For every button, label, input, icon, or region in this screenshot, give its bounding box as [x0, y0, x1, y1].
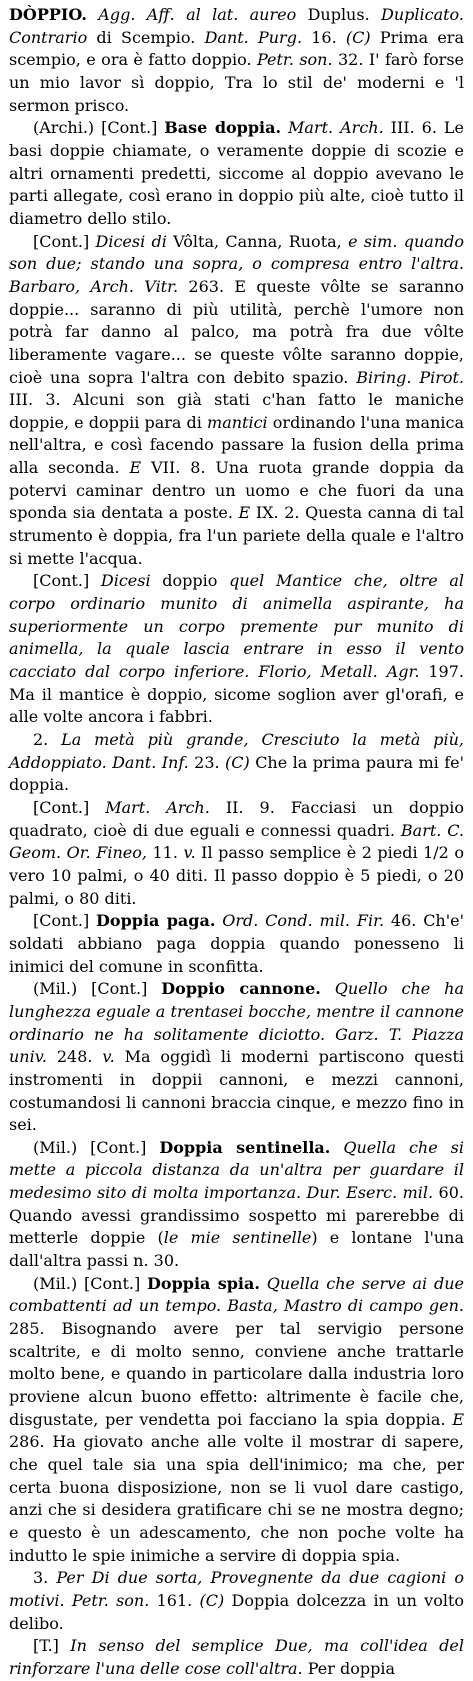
sense-doppia-sentinella [9, 1137, 464, 1273]
sense-label: (Archi.) [Cont.] [33, 118, 165, 138]
sense-label: (Mil.) [Cont.] [33, 1273, 148, 1293]
text: doppio [150, 571, 230, 591]
text: 285. Bisognando avere per tal servigio persone scaltrite, e di molto senno, conviene anche trattarle molto bene, e quando in particolare dalla industria loro proviene alcun buono effetto: altrimente è facile che, disgustate, per vendetta poi facciano la spia doppia. [9, 1319, 464, 1429]
sense-label: [Cont.] [33, 571, 101, 591]
citation: E [238, 503, 251, 523]
source-mark: (C) [345, 27, 371, 47]
citation: Mart. Arch. [105, 797, 210, 817]
text: 32. I' farò forse un mio lavor sì doppio, Tra lo stil de' moderni e 'l sermon prisco. [9, 50, 464, 115]
definition: Dicesi di [95, 231, 167, 251]
citation: E [452, 1409, 464, 1429]
text: ordinando l'una manica nell'altra, e così facendo passare la fusion della prima alla seconda. [9, 412, 464, 478]
text: VII. 8. Una ruota grande doppia da potervi caminar dentro un uomo e che fuori da una sponda sia dentata a poste. [9, 458, 464, 523]
definition: Dicesi [100, 571, 151, 591]
definition: Per Di due sorta, Provegnente da due cagioni o motivi. Petr. son. [9, 1568, 464, 1610]
sense-base-doppia [9, 117, 464, 230]
sense-term: Doppia spia. [147, 1273, 260, 1293]
citation: Dant. Purg. [204, 27, 303, 47]
sense-label: [Cont.] [33, 231, 96, 251]
definition: Quello che ha lunghezza eguale a trentasei bocche, mentre il cannone ordinario ne ha solitamente diciotto. Garz. T. Piazza univ. [9, 979, 465, 1067]
text: Vôlta, Canna, Ruota, [166, 231, 349, 251]
emphasis: mantici [207, 412, 268, 432]
definition: quel Mantice che, oltre al corpo ordinario munito di animella aspirante, ha superiormente un corpo premente pur munito di animella, la quale lascia entrare in esso il vento cacciato dal corpo inferiore. Florio, Metall. Agr. [9, 571, 465, 682]
text: 248. [46, 1047, 103, 1067]
text: III. 6. Le basi doppie chiamate, o veramente doppie di scozie e altri ornamenti predetti, siccome al doppio avevano le parti allegate, così erano in doppio più alte, cioè tutto il diametro dello stilo. [9, 118, 464, 228]
text: Ma oggidì li moderni partiscono questi instromenti in doppii cannoni, e mezzi cannoni, costumandosi li cannoni braccia cinque, e mezzo fino in sei. [9, 1047, 465, 1135]
text: 46. Ch'e' soldati abbiano paga doppia quando ponesseno li inimici del comune in sconfitta. [9, 911, 464, 976]
citation: Petr. son. [256, 50, 333, 70]
sense-t-due [9, 1635, 464, 1680]
sense-3 [9, 1567, 464, 1635]
text: 286. Ha giovato anche alle volte il mostrar di sapere, che quel tale sia una spia dell'inimico; ma che, per certa buona disposizione, non se li vuol dare castigo, anzi che si desidera gratificare chi se ne mostra degno; e questo è un adescamento, che non poche volte ha indutto le spie inimiche a servire di doppia spia. [9, 1432, 464, 1565]
citation: Mart. Arch. [281, 118, 384, 138]
citation: v. [102, 1047, 115, 1067]
sense-number: 3. [33, 1568, 57, 1588]
sense-term: Doppia paga. [96, 911, 216, 931]
definition: Quella che si mette a piccola distanza da un'altra per guardare il medesimo sito di molta importanza. Dur. Eserc. mil. [9, 1137, 465, 1203]
source-mark: (C) [199, 1590, 225, 1610]
definition: Quella che serve ai due combattenti ad un tempo. Basta, Mastro di campo gen. [9, 1273, 464, 1316]
sense-doppia-paga [9, 910, 464, 978]
citation: v. [183, 843, 196, 863]
sense-label: [Cont.] [33, 797, 106, 817]
text: Che la prima paura mi fe' doppia. [9, 752, 464, 795]
text: 197. Ma il mantice è doppio, sicome soglion aver gl'orafi, e alle volte ancora i fabbri. [9, 662, 464, 727]
sense-doppia-spia [9, 1273, 464, 1568]
sense-number: 2. [33, 730, 62, 749]
definition: e sim. quando son due; stando una sopra, o compresa entro l'altra. Barbaro, Arch. Vitr. [9, 231, 464, 296]
text: II. 9. Facciasi un doppio quadrato, cioè di due eguali e connessi quadri. [9, 797, 464, 840]
citation: E [129, 458, 142, 478]
definition: Duplicato. Contrario [9, 5, 464, 47]
sense-volta-canna [9, 231, 464, 571]
text: 263. E queste vôlte se saranno doppie... saranno di più utilità, perchè l'umore non potrà far danno al palco, ma potrà fra due vôlte liberamente vagare... se queste vôlte saranno doppie, cioè una sopra l'altra con debito spazio. [9, 276, 464, 387]
sense-term: Doppia sentinella. [159, 1137, 331, 1157]
sense-doppio-quadrato [9, 797, 464, 910]
sense-mantice [9, 570, 464, 729]
sense-doppio-cannone [9, 978, 464, 1137]
text: III. 3. Alcuni son già stati c'han fatto le maniche doppie, e doppii para di [9, 390, 464, 432]
text: 161. [149, 1590, 200, 1610]
sense-label: (Mil.) [Cont.] [33, 1137, 160, 1157]
citation: Biring. Pirot. [356, 367, 465, 387]
text: di Scempio. [87, 27, 205, 47]
text: Per doppia [302, 1658, 395, 1678]
text: ) e lontane l'una dall'altra passi n. 30. [9, 1228, 465, 1271]
citation: Ord. Cond. mil. Fir. [215, 911, 385, 931]
definition: Agg. Aff. al lat. aureo [98, 5, 297, 24]
source-mark: (C) [225, 752, 250, 772]
text: IX. 2. Questa canna di tal strumento è doppia, fra l'un pariete della quale e l'altro si mette l'acqua. [9, 503, 464, 568]
sense-label: [Cont.] [33, 911, 97, 931]
sense-label: [T.] [33, 1636, 71, 1656]
sense-term: Base doppia. [164, 118, 282, 138]
definition: La metà più grande, Cresciuto la metà più, Addoppiato. Dant. Inf. [9, 730, 464, 772]
text: Duplus. [296, 5, 382, 24]
text: Il passo semplice è 2 piedi 1/2 o vero 10 palmi, o 40 diti. Il passo doppio è 5 piedi, o 20 palmi, o 80 diti. [9, 843, 464, 908]
sense-term: Doppio cannone. [161, 979, 321, 999]
headword: DÒPPIO. [9, 5, 87, 24]
sense-2 [9, 729, 464, 797]
text: 16. [302, 27, 346, 47]
text: 60. Quando avessi grandissimo sospetto mi parerebbe di metterle doppie ( [9, 1183, 464, 1248]
citation: Bart. C. Geom. Or. Fineo, [9, 820, 464, 863]
text: 23. [188, 752, 226, 772]
text: Doppia dolcezza in un volto delibo. [9, 1590, 465, 1633]
text: 11. [146, 843, 184, 863]
entry-headword-paragraph [9, 4, 464, 117]
emphasis: le mie sentinelle [163, 1228, 312, 1248]
definition: In senso del semplice Due, ma coll'idea del rinforzare l'una delle cose coll'altra. [9, 1636, 464, 1678]
text: Prima era scempio, e ora è fatto doppio. [9, 27, 464, 70]
sense-label: (Mil.) [Cont.] [33, 979, 162, 999]
